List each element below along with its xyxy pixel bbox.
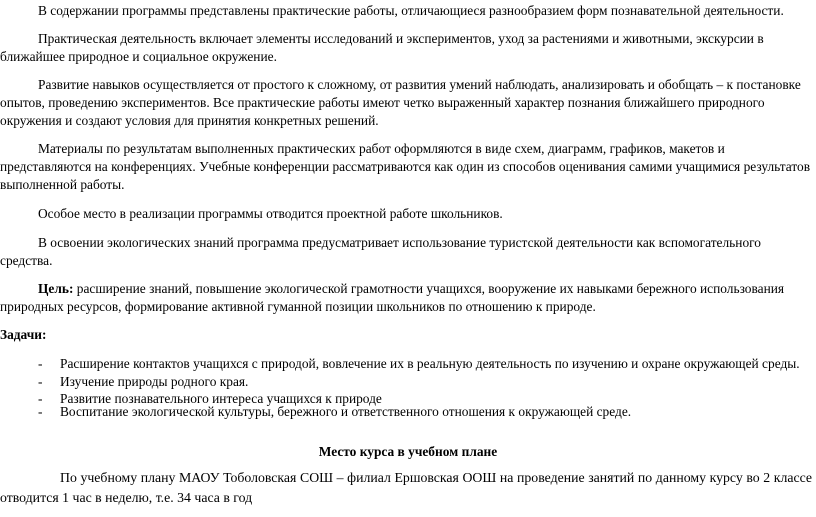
dash-bullet: -	[38, 391, 43, 406]
paragraph-project-work: Особое место в реализации программы отводится проектной работе школьников.	[38, 206, 503, 221]
section-heading: Место курса в учебном плане	[318, 444, 498, 459]
paragraph-materials: Материалы по результатам выполненных практических работ оформляются в виде схем, диаграмм, графиков, макетов и представляются на конференциях. Учебные конференции рассматриваются как один из способов оценивания самими учащимися результатов выполненной работы.	[0, 141, 811, 192]
task-text: Воспитание экологической культуры, бережного и ответственного отношения к окружающей среде.	[60, 404, 632, 419]
task-text: Изучение природы родного края.	[60, 374, 249, 389]
task-text: Расширение контактов учащихся с природой, вовлечение их в реальную деятельность по изучению и охране окружающей среды.	[60, 356, 800, 371]
paragraph-skills-development: Развитие навыков осуществляется от простого к сложному, от развития умений наблюдать, анализировать и обобщать – к постановке опытов, проведению экспериментов. Все практические работы имеют четко выраженный характер познания ближайшего природного окружения и создают условия для принятия конкретных решений.	[0, 77, 801, 128]
paragraph-practical-activity: Практическая деятельность включает элементы исследований и экспериментов, уход за растениями и животными, экскурсии в ближайшее природное и социальное окружение.	[0, 31, 764, 64]
dash-bullet: -	[38, 404, 43, 419]
goal-text: расширение знаний, повышение экологической грамотности учащихся, вооружение их навыками бережного использования природных ресурсов, формирование активной гуманной позиции школьников по отношению к природе.	[0, 281, 785, 314]
paragraph-tourism: В освоении экологических знаний программа предусматривает использование туристской деятельности как вспомогательного средства.	[0, 235, 762, 268]
paragraph-curriculum-plan: По учебному плану МАОУ Тоболовская СОШ – филиал Ершовская ООШ на проведение занятий по данному курсу во 2 классе отводится 1 час в неделю, т.е. 34 часа в год	[0, 470, 812, 505]
dash-bullet: -	[38, 356, 43, 371]
paragraph-goal	[0, 280, 812, 316]
paragraph-practical-works: В содержании программы представлены практические работы, отличающиеся разнообразием форм познавательной деятельности.	[38, 3, 784, 18]
dash-bullet: -	[38, 374, 43, 389]
task-text: Развитие познавательного интереса учащихся к природе	[60, 391, 382, 406]
tasks-label: Задачи:	[0, 327, 47, 342]
goal-label: Цель:	[38, 281, 74, 296]
